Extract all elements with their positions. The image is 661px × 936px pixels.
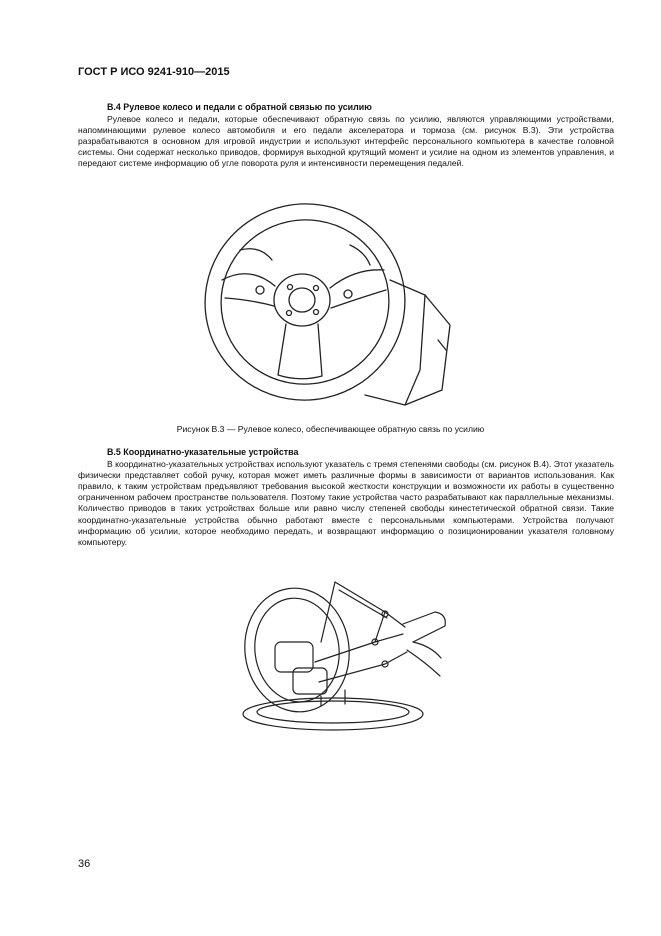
section-b5-body: В координатно-указательных устройствах используют указатель с тремя степенями свободы (см. рисунок В.4). Этот указатель физически представляет собой ручку, которая может иметь различные формы в зависимости от вариантов использования. Как правило, к таким устройствам предъявляют требования высокой жесткости конструкции и возможности их работы в существенно ограниченном рабочем пространстве пользователя. Поэтому такие устройства часто разрабатывают как параллельные механизмы. Количество приводов в таких устройствах больше или равно числу степеней свободы кинестетической обратной связи. Такие координатно-указательные устройства обычно работают вместе с персональными компьютерами. Устройства получают информацию об усилии, которое необходимо передать, и возвращают информацию о позиционировании указателя головному компьютеру. xyxy=(78,459,614,547)
document-header: ГОСТ Р ИСО 9241-910—2015 xyxy=(78,66,230,78)
section-b4-title: В.4 Рулевое колесо и педали с обратной связью по усилию xyxy=(107,102,372,112)
haptic-device-icon xyxy=(235,572,450,732)
figure-b3-caption: Рисунок В.3 — Рулевое колесо, обеспечивающее обратную связь по усилию xyxy=(176,424,485,434)
haptic-device-figure xyxy=(235,572,450,732)
steering-wheel-icon xyxy=(200,190,460,410)
steering-wheel-figure xyxy=(200,190,460,410)
section-b5-title: В.5 Координатно-указательные устройства xyxy=(107,447,299,457)
page-number: 36 xyxy=(78,858,91,870)
section-b5 xyxy=(78,447,614,548)
section-b4-body: Рулевое колесо и педали, которые обеспечивают обратную связь по усилию, являются управляющими устройствами, напоминающими рулевое колесо автомобиля и его педали акселератора и тормоза (см. рисунок В.3). Эти устройства разрабатываются в основном для игровой индустрии и используют интерфейс персонального компьютера в качестве головной системы. Они содержат несколько приводов, формируя выходной крутящий момент и усилие на одном из элементов управления, и передают системе информацию об угле поворота руля и интенсивности перемещения педалей. xyxy=(78,114,614,169)
section-b4 xyxy=(78,102,614,170)
